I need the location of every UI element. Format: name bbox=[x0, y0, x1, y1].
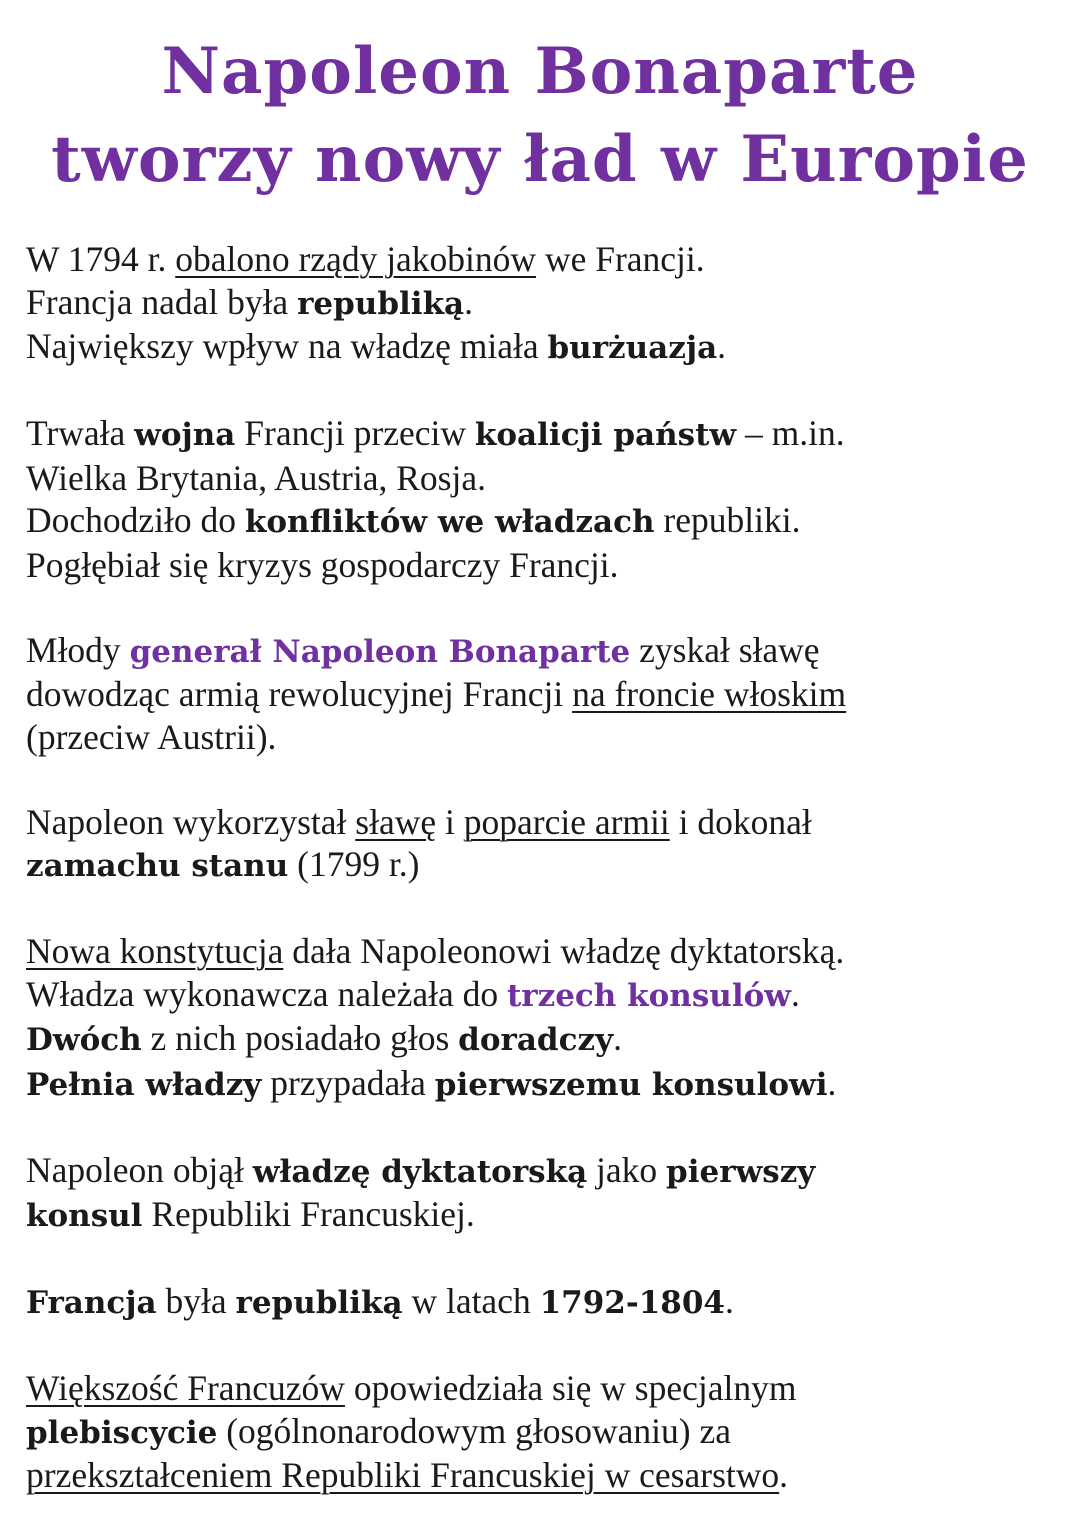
paragraph bbox=[26, 1280, 1066, 1325]
text-span: Republiki Francuskiej. bbox=[142, 1194, 475, 1234]
text-line bbox=[26, 1017, 1066, 1062]
text-span: . bbox=[779, 1455, 789, 1495]
bold-text: trzech konsulów bbox=[506, 977, 791, 1014]
text-line bbox=[26, 973, 1066, 1018]
text-span: Trwała bbox=[26, 413, 135, 453]
text-line bbox=[26, 544, 1066, 587]
bold-text: doradczy bbox=[458, 1022, 614, 1058]
text-span: (1799 r.) bbox=[288, 844, 420, 884]
text-span: dowodząc armią rewolucyjnej Francji bbox=[26, 674, 573, 714]
text-span: Francja nadal była bbox=[26, 281, 298, 322]
text-span: . bbox=[613, 1018, 622, 1058]
text-span: z nich posiadało głos bbox=[141, 1018, 459, 1058]
bold-text: konsul bbox=[26, 1198, 143, 1234]
text-span: . bbox=[725, 1281, 734, 1321]
underlined-text: Nowa konstytucja bbox=[26, 931, 284, 971]
text-span: . bbox=[464, 281, 474, 322]
underlined-text: przekształceniem Republiki Francuskiej w cesarstwo bbox=[26, 1455, 780, 1495]
page-title bbox=[0, 0, 1080, 204]
paragraph bbox=[26, 629, 1066, 759]
text-span: . bbox=[827, 1062, 837, 1103]
text-line bbox=[26, 1410, 1066, 1455]
text-span: W 1794 r. bbox=[26, 239, 176, 279]
underlined-text: poparcie armii bbox=[463, 801, 670, 842]
bold-text: republiką bbox=[297, 285, 465, 322]
underlined-text: na froncie włoskim bbox=[572, 674, 847, 714]
text-span: dała Napoleonowi władzę dyktatorską. bbox=[283, 931, 845, 971]
text-span: Napoleon objął bbox=[26, 1149, 253, 1190]
text-span: . bbox=[717, 326, 727, 366]
underlined-text: Większość Francuzów bbox=[26, 1368, 345, 1408]
text-span: (przeciw Austrii). bbox=[26, 716, 277, 757]
text-line bbox=[26, 325, 1066, 370]
paragraph bbox=[26, 1367, 1066, 1497]
bold-text: wojna bbox=[134, 417, 236, 453]
bold-text: Pełnia władzy bbox=[26, 1066, 262, 1103]
text-span: Dochodziło do bbox=[26, 500, 245, 540]
text-span: Pogłębiał się kryzys gospodarczy Francji. bbox=[26, 544, 619, 585]
text-line bbox=[26, 801, 1066, 844]
text-line bbox=[26, 1367, 1066, 1410]
text-line bbox=[26, 843, 1066, 888]
bold-text: pierwszy bbox=[666, 1153, 816, 1190]
text-line bbox=[26, 281, 1066, 326]
text-span: . bbox=[790, 973, 800, 1014]
text-line bbox=[26, 412, 1066, 457]
text-line bbox=[26, 1149, 1066, 1194]
text-span: w latach bbox=[402, 1281, 540, 1321]
bold-text: władzę dyktatorską bbox=[252, 1153, 588, 1190]
text-span: i dokonał bbox=[669, 801, 812, 842]
title-line-1: Napoleon Bonaparte bbox=[161, 34, 919, 109]
bold-text: pierwszemu konsulowi bbox=[434, 1066, 828, 1103]
bold-text: generał Napoleon Bonaparte bbox=[129, 633, 631, 670]
text-span: Napoleon wykorzystał bbox=[26, 801, 356, 842]
paragraph bbox=[26, 930, 1066, 1106]
text-span: Największy wpływ na władzę miała bbox=[26, 326, 548, 366]
bold-text: konfliktów we władzach bbox=[244, 504, 655, 540]
paragraph bbox=[26, 801, 1066, 888]
text-line bbox=[26, 1062, 1066, 1107]
title-line-2: tworzy nowy ład w Europie bbox=[51, 122, 1029, 197]
text-line bbox=[26, 673, 1066, 716]
bold-text: koalicji państw bbox=[474, 417, 737, 453]
text-span: Władza wykonawcza należała do bbox=[26, 973, 507, 1014]
note-body bbox=[26, 238, 1066, 1539]
text-span: – m.in. bbox=[736, 413, 845, 453]
text-span: Francji przeciw bbox=[235, 413, 475, 453]
text-line bbox=[26, 1193, 1066, 1238]
text-line bbox=[26, 457, 1066, 500]
text-span: Młody bbox=[26, 629, 130, 670]
text-line bbox=[26, 930, 1066, 973]
text-line bbox=[26, 1454, 1066, 1497]
paragraph bbox=[26, 1149, 1066, 1238]
bold-text: burżuazja bbox=[547, 330, 718, 366]
text-line bbox=[26, 716, 1066, 759]
bold-text: 1792-1804 bbox=[539, 1285, 726, 1321]
text-span: zyskał sławę bbox=[630, 629, 820, 670]
text-span: jako bbox=[587, 1149, 667, 1190]
text-line bbox=[26, 499, 1066, 544]
paragraph bbox=[26, 238, 1066, 370]
text-span: opowiedziała się w specjalnym bbox=[344, 1368, 797, 1408]
bold-text: Francja bbox=[26, 1285, 157, 1321]
text-span: była bbox=[156, 1281, 236, 1321]
text-span: i bbox=[436, 801, 464, 842]
bold-text: zamachu stanu bbox=[26, 848, 289, 884]
text-span: (ogólnonarodowym głosowaniu) za bbox=[217, 1410, 732, 1451]
bold-text: plebiscycie bbox=[26, 1414, 218, 1451]
paragraph bbox=[26, 412, 1066, 586]
bold-text: republiką bbox=[235, 1285, 403, 1321]
text-span: Wielka Brytania, Austria, Rosja. bbox=[26, 457, 486, 498]
underlined-text: obalono rządy jakobinów bbox=[175, 239, 537, 279]
text-span: republiki. bbox=[654, 500, 801, 540]
bold-text: Dwóch bbox=[26, 1022, 142, 1058]
text-span: we Francji. bbox=[536, 239, 705, 279]
text-line bbox=[26, 1280, 1066, 1325]
text-line bbox=[26, 629, 1066, 674]
text-line bbox=[26, 238, 1066, 281]
underlined-text: sławę bbox=[355, 801, 437, 842]
text-span: przypadała bbox=[261, 1062, 435, 1103]
